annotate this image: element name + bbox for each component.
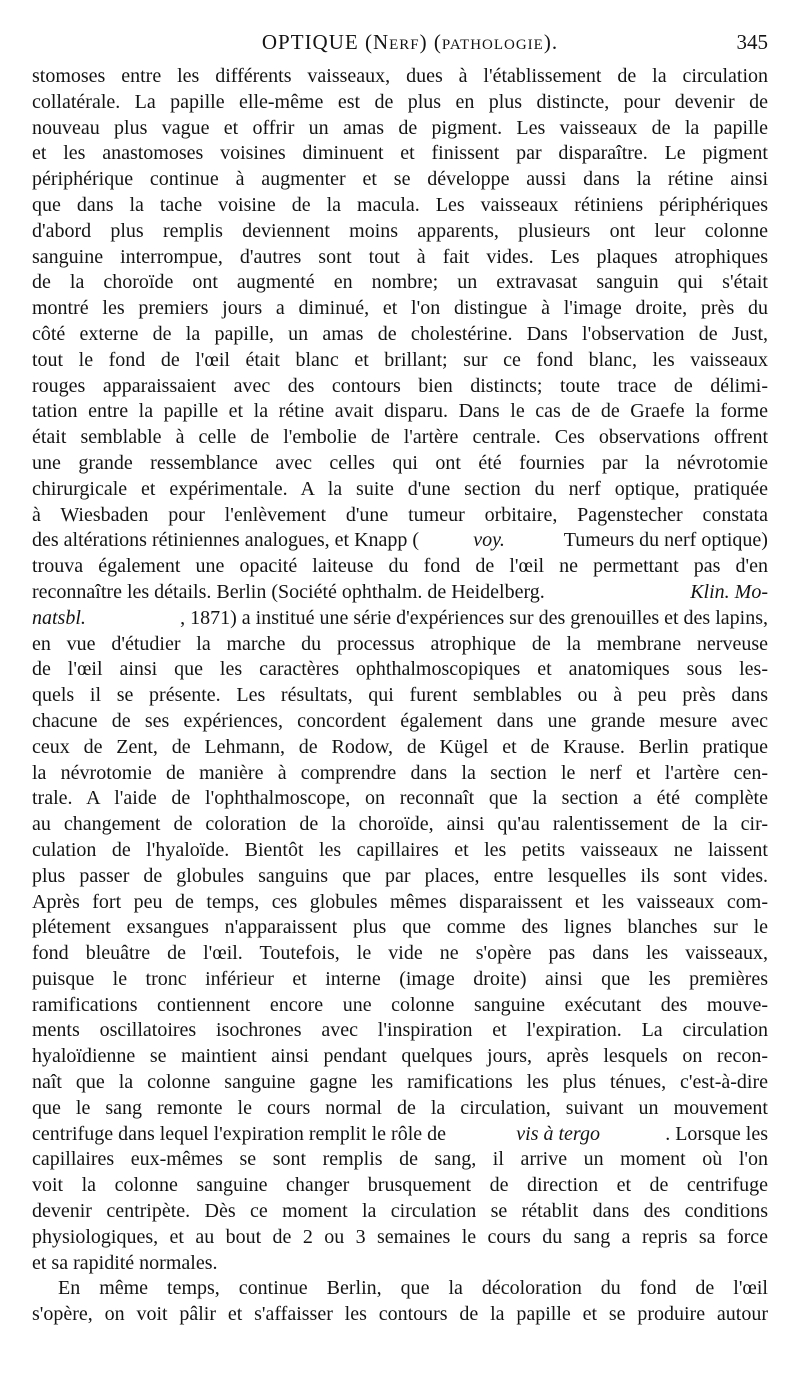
text-line-3: nouveau plus vague et offrir un amas de pigment. Les vaisseaux de la papille (32, 116, 768, 139)
text-line-25: quels il se présente. Les résultats, qui furent semblables ou à peu près dans (32, 684, 768, 707)
text-line-33: Après fort peu de temps, ces globules mêmes disparaissent et les vaisseaux com- (32, 890, 768, 913)
text-line-35: fond bleuâtre de l'œil. Toutefois, le vide ne s'opère pas dans les vaisseaux, (32, 942, 768, 965)
text-line-12: tout le fond de l'œil était blanc et brillant; sur ce fond blanc, les vaisseaux (32, 348, 768, 371)
text-line-48: En même temps, continue Berlin, que la décoloration du fond de l'œil (58, 1277, 768, 1300)
page-number: 345 (736, 30, 768, 54)
vis-a-tergo: vis à tergo (516, 1122, 600, 1145)
text-line-7: d'abord plus remplis deviennent moins apparents, plusieurs ont leur colonne (32, 219, 768, 242)
text-line-37: ramifications contiennent encore une colonne sanguine exécutant des mouve- (32, 993, 768, 1016)
line-42-end: . Lorsque les (665, 1122, 768, 1145)
text-line-13: rouges apparaissaient avec des contours bien distincts; toute trace de délimi- (32, 374, 768, 397)
text-line-4: et les anastomoses voisines diminuent et finissent par disparaître. Le pigment (32, 142, 768, 165)
text-line-49: s'opère, on voit pâlir et s'affaisser les contours de la papille et se produire autour (32, 1303, 768, 1326)
text-line-11: côté externe de la papille, un amas de cholestérine. Dans l'observation de Just, (32, 322, 768, 345)
text-line-14: tation entre la papille et la rétine avait disparu. Dans le cas de de Graefe la forme (32, 400, 768, 423)
body-text (32, 64, 768, 1328)
text-line-20: trouva également une opacité laiteuse du fond de l'œil ne permettant pas d'en (32, 555, 768, 578)
book-page (32, 24, 768, 1328)
text-line-47: et sa rapidité normales. (32, 1251, 218, 1274)
text-line-38: ments oscillatoires isochrones avec l'inspiration et l'expiration. La circulation (32, 1019, 768, 1042)
text-line-18: à Wiesbaden pour l'enlèvement d'une tumeur orbitaire, Pagenstecher constata (32, 503, 768, 526)
text-line-45: devenir centripète. Dès ce moment la circulation se rétablit dans des conditions (32, 1200, 768, 1223)
text-line-1: stomoses entre les différents vaisseaux, dues à l'établissement de la circulation (32, 65, 768, 87)
text-line-2: collatérale. La papille elle-même est de plus en plus distincte, pour devenir de (32, 90, 768, 113)
text-line-15: était semblable à celle de l'embolie de l'artère centrale. Ces observations offrent (32, 426, 768, 449)
text-line-46: physiologiques, et au bout de 2 ou 3 semaines le cours du sang a repris sa force (32, 1225, 768, 1248)
text-line-28: la névrotomie de manière à comprendre dans la section le nerf et l'artère cen- (32, 761, 768, 784)
text-line-23: en vue d'étudier la marche du processus atrophique de la membrane nerveuse (32, 632, 768, 655)
text-line-9: de la choroïde ont augmenté en nombre; un extravasat sanguin qui s'était (32, 271, 768, 294)
line-19-end: Tumeurs du nerf optique) (559, 529, 768, 552)
text-line-36: puisque le tronc inférieur et interne (image droite) ainsi que les premières (32, 967, 768, 990)
text-line-44: voit la colonne sanguine changer brusquement de direction et de centrifuge (32, 1174, 768, 1197)
text-line-43: capillaires eux-mêmes se sont remplis de sang, il arrive un moment où l'on (32, 1148, 768, 1171)
title-mid: ) ( (419, 30, 442, 54)
running-head (32, 24, 768, 58)
text-line-26: chacune de ses expériences, concordent également dans une grande mesure avec (32, 709, 768, 732)
title-erf: ERF (389, 37, 420, 53)
text-line-41: que le sang remonte le cours normal de la circulation, suivant un mouvement (32, 1096, 768, 1119)
title-main: OPTIQUE (N (261, 30, 390, 54)
title-pathologie: PATHOLOGIE (441, 37, 544, 53)
text-line-34: plétement exsangues n'apparaissent plus que comme des lignes blanches sur le (32, 916, 768, 939)
line-42-start: centrifuge dans lequel l'expiration remplit le rôle de (32, 1122, 452, 1145)
line-19-start: des altérations rétiniennes analogues, et Knapp ( (32, 529, 420, 552)
text-line-39: hyaloïdienne se maintient ainsi pendant quelques jours, après lesquels on recon- (32, 1045, 768, 1068)
text-line-31: culation de l'hyaloïde. Bientôt les capillaires et les petits vaisseaux ne laissent (32, 838, 768, 861)
voy-abbrev: voy. (473, 529, 505, 552)
text-line-22 (32, 606, 768, 632)
journal-title-cont: natsbl. (32, 606, 86, 629)
title-end: ). (543, 30, 559, 54)
text-line-30: au changement de coloration de la choroïde, ainsi qu'au ralentissement de la cir- (32, 813, 768, 836)
running-title (32, 30, 768, 55)
text-line-32: plus passer de globules sanguins que par places, entre lesquelles ils sont vides. (32, 864, 768, 887)
line-22-end: , 1871) a institué une série d'expériences sur des grenouilles et des lapins, (180, 606, 768, 629)
text-line-42 (32, 1122, 768, 1148)
text-line-27: ceux de Zent, de Lehmann, de Rodow, de Kügel et de Krause. Berlin pratique (32, 735, 768, 758)
text-line-8: sanguine interrompue, d'autres sont tout à fait vides. Les plaques atrophiques (32, 245, 768, 268)
text-line-21 (32, 580, 768, 606)
text-line-6: que dans la tache voisine de la macula. Les vaisseaux rétiniens périphériques (32, 193, 768, 216)
text-line-5: périphérique continue à augmenter et se développe aussi dans la rétine ainsi (32, 168, 768, 191)
text-line-24: de l'œil ainsi que les caractères ophthalmoscopiques et anatomiques sous les- (32, 658, 768, 681)
text-line-29: trale. A l'aide de l'ophthalmoscope, on reconnaît que la section a été complète (32, 787, 768, 810)
journal-title: Klin. Mo- (690, 580, 768, 603)
line-21-start: reconnaître les détails. Berlin (Société ophthalm. de Heidelberg. (32, 580, 550, 603)
text-line-17: chirurgicale et expérimentale. A la suite d'une section du nerf optique, pratiquée (32, 477, 768, 500)
text-line-10: montré les premiers jours a diminué, et l'on distingue à l'image droite, près du (32, 297, 768, 320)
text-line-16: une grande ressemblance avec celles qui ont été fournies par la névrotomie (32, 451, 768, 474)
text-line-40: naît que la colonne sanguine gagne les ramifications les plus ténues, c'est-à-dire (32, 1071, 768, 1094)
text-line-19 (32, 528, 768, 554)
